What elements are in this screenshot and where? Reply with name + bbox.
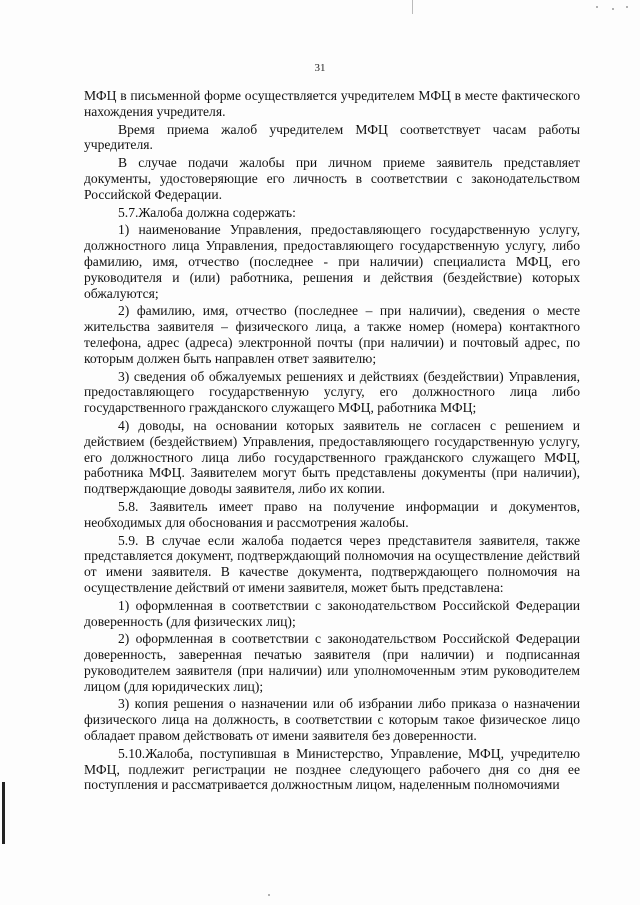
paragraph: 2) оформленная в соответствии с законодательством Российской Федерации доверенность, заверенная печатью заявителя (при наличии) и подписанная руководителем заявителя (при наличии) или уполномоченным этим руководителем лицом (для юридических лиц); xyxy=(84,631,580,694)
paragraph: 5.7.Жалоба должна содержать: xyxy=(118,204,296,220)
paragraph: Время приема жалоб учредителем МФЦ соответствует часам работы учредителя. xyxy=(84,121,580,153)
paragraph: 5.8. Заявитель имеет право на получение информации и документов, необходимых для обоснования и рассмотрения жалобы. xyxy=(84,498,580,530)
paragraph: 3) сведения об обжалуемых решениях и действиях (бездействии) Управления, предоставляющего государственную услугу, его должностного лица либо государственного гражданского служащего МФЦ, работника МФЦ; xyxy=(84,368,580,416)
scan-speck xyxy=(612,8,614,10)
paragraph: 5.10.Жалоба, поступившая в Министерство, Управление, МФЦ, учредителю МФЦ, подлежит регистрации не позднее следующего рабочего дня со дня ее поступления и рассматривается должностным лицом, наделенным полномочиями xyxy=(84,745,580,793)
paragraph: 2) фамилию, имя, отчество (последнее – при наличии), сведения о месте жительства заявителя – физического лица, а также номер (номера) контактного телефона, адрес (адреса) электронной почты (при наличии) и почтовый адрес, по которым должен быть направлен ответ заявителю; xyxy=(84,303,580,366)
document-body xyxy=(84,88,580,795)
scan-speck xyxy=(268,894,270,896)
scan-artifact-top xyxy=(412,0,413,14)
paragraph: 1) наименование Управления, предоставляющего государственную услугу, должностного лица Управления, предоставляющего государственную услугу, либо фамилию, имя, отчество (последнее - при наличии) специалиста МФЦ, его руководителя и (или) работника, решения и действия (бездействие) которых обжалуются; xyxy=(84,222,580,301)
scan-speck xyxy=(626,6,628,8)
scan-speck xyxy=(596,6,598,8)
page-number: 31 xyxy=(314,62,326,74)
paragraph: 5.9. В случае если жалоба подается через представителя заявителя, также представляется документ, подтверждающий полномочия на осуществление действий от имени заявителя. В качестве документа, подтверждающего полномочия на осуществление действий от имени заявителя, может быть представлена: xyxy=(84,532,580,595)
scan-artifact-left-edge xyxy=(2,782,5,844)
paragraph: 4) доводы, на основании которых заявитель не согласен с решением и действием (бездействием) Управления, предоставляющего государственную услугу, его должностного лица либо государственного гражданского служащего МФЦ, работника МФЦ. Заявителем могут быть представлены документы (при наличии), подтверждающие доводы заявителя, либо их копии. xyxy=(84,417,580,497)
paragraph: 3) копия решения о назначении или об избрании либо приказа о назначении физического лица на должность, в соответствии с которым такое физическое лицо обладает правом действовать от имени заявителя без доверенности. xyxy=(84,696,580,744)
paragraph: В случае подачи жалобы при личном приеме заявитель представляет документы, удостоверяющие его личность в соответствии с законодательством Российской Федерации. xyxy=(84,155,580,202)
paragraph: 1) оформленная в соответствии с законодательством Российской Федерации доверенность (для физических лиц); xyxy=(84,597,580,629)
paragraph: МФЦ в письменной форме осуществляется учредителем МФЦ в месте фактического нахождения учредителя. xyxy=(84,88,580,119)
